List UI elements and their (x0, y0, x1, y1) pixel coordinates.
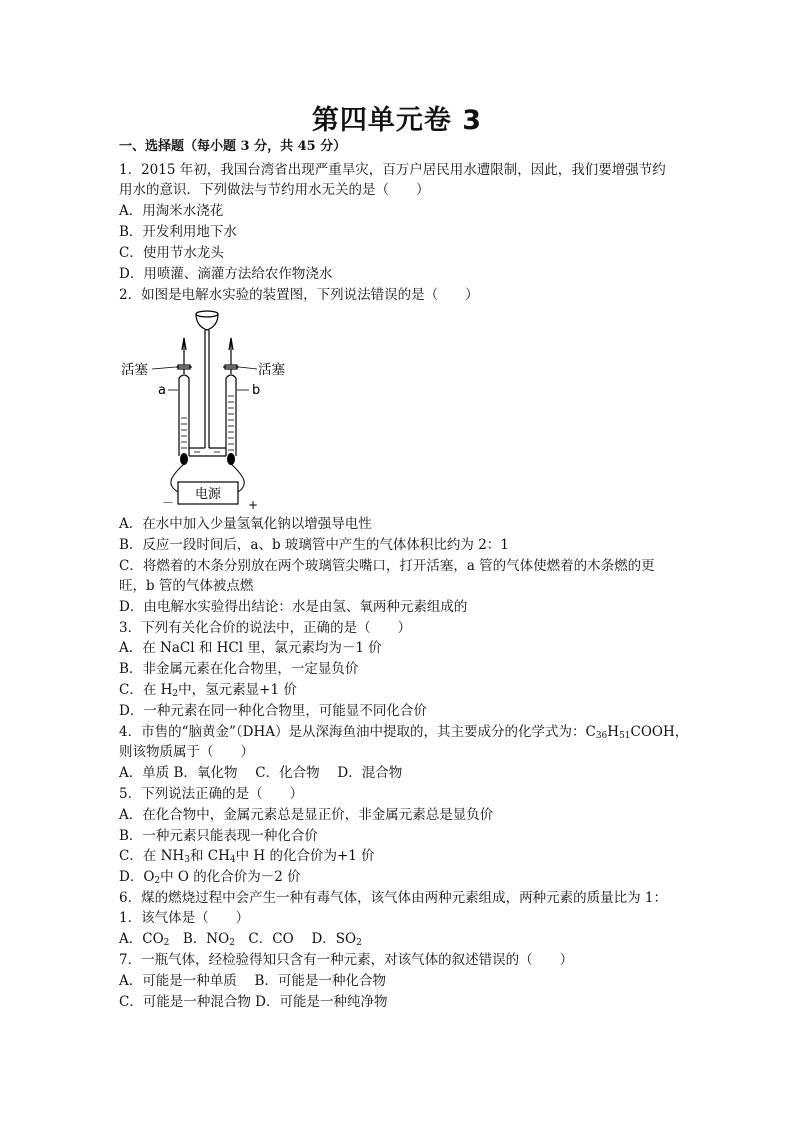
q1-option-d: D．用喷灌、滴灌方法给农作物浇水 (119, 266, 333, 282)
power-label: 电源 (194, 487, 222, 502)
q5-stem: 5．下列说法正确的是（ ） (119, 786, 304, 802)
electrolysis-apparatus-diagram (118, 306, 298, 514)
q3-stem: 3．下列有关化合价的说法中，正确的是（ ） (119, 620, 412, 636)
tube-a-label: a (158, 383, 166, 398)
q1-option-a: A．用淘米水浇花 (119, 203, 224, 219)
q3-option-b: B．非金属元素在化合物里，一定显负价 (119, 661, 359, 677)
q1-stem-line2: 用水的意识．下列做法与节约用水无关的是（ ） (119, 182, 430, 198)
q6-stem-line2: 1．该气体是（ ） (119, 910, 250, 926)
electrodes (180, 453, 235, 465)
q4-stem-line1: 4．市售的“脑黄金”（DHA）是从深海鱼油中提取的，其主要成分的化学式为：$C_{36}H_{51}COOH$， (119, 724, 689, 741)
q5-option-b: B．一种元素只能表现一种化合价 (119, 828, 318, 844)
q1-option-c: C．使用节水龙头 (119, 245, 224, 261)
left-valve-label: 活塞 (121, 362, 148, 378)
q2-option-d: D．由电解水实验得出结论：水是由氢、氧两种元素组成的 (119, 599, 468, 615)
plus-terminal-label: + (248, 498, 259, 512)
q1-stem-line1: 1．2015 年初，我国台湾省出现严重旱灾，百万户居民用水遭限制，因此，我们要增强节约 (119, 162, 666, 178)
q5-option-a: A．在化合物中，金属元素总是显正价，非金属元素总是显负价 (119, 807, 494, 823)
q2-option-b: B．反应一段时间后，a、b 玻璃管中产生的气体体积比约为 2：1 (119, 537, 509, 553)
page-title: 第四单元卷 3 (311, 105, 483, 136)
tube-a (176, 338, 192, 456)
right-valve-label: 活塞 (258, 362, 285, 378)
q2-option-c-line1: C．将燃着的木条分别放在两个玻璃管尖嘴口，打开活塞，a 管的气体使燃着的木条燃的更 (119, 558, 655, 574)
q5-option-d: D．$O_2$中 O 的化合价为－2 价 (119, 869, 301, 886)
q1-option-b: B．开发利用地下水 (119, 224, 237, 240)
q7-options-cd: C．可能是一种混合物 D．可能是一种纯净物 (119, 994, 388, 1010)
q7-options-ab: A．可能是一种单质 B．可能是一种化合物 (119, 973, 386, 989)
q3-option-d: D．一种元素在同一种化合物里，可能显不同化合价 (119, 703, 427, 719)
q6-options: A．$CO_2$ B．$NO_2$ C．CO D．$SO_2$ (119, 931, 362, 948)
minus-terminal-label: － (162, 496, 175, 510)
q2-option-c-line2: 旺，b 管的气体被点燃 (119, 578, 254, 594)
q3-option-a: A．在 NaCl 和 HCl 里，氯元素均为－1 价 (119, 640, 382, 656)
q7-stem: 7．一瓶气体，经检验得知只含有一种元素，对该气体的叙述错误的（ ） (119, 952, 574, 968)
q4-stem-line2: 则该物质属于（ ） (119, 744, 254, 760)
q2-option-a: A．在水中加入少量氢氧化钠以增强导电性 (119, 516, 372, 532)
q6-stem-line1: 6．煤的燃烧过程中会产生一种有毒气体，该气体由两种元素组成，两种元素的质量比为 1： (119, 890, 667, 906)
q4-options: A．单质 B．氧化物 C．化合物 D．混合物 (119, 765, 403, 781)
q2-stem: 2．如图是电解水实验的装置图，下列说法错误的是（ ） (119, 287, 479, 303)
q3-option-c: C．在 $H_2$中，氢元素显+1 价 (119, 682, 297, 699)
q5-option-c: C．在 $NH_3$和 $CH_4$中 H 的化合价为+1 价 (119, 848, 375, 865)
section-heading: 一、选择题（每小题 3 分，共 45 分） (119, 139, 347, 154)
reservoir-funnel (196, 311, 218, 448)
tube-b-label: b (252, 383, 261, 398)
